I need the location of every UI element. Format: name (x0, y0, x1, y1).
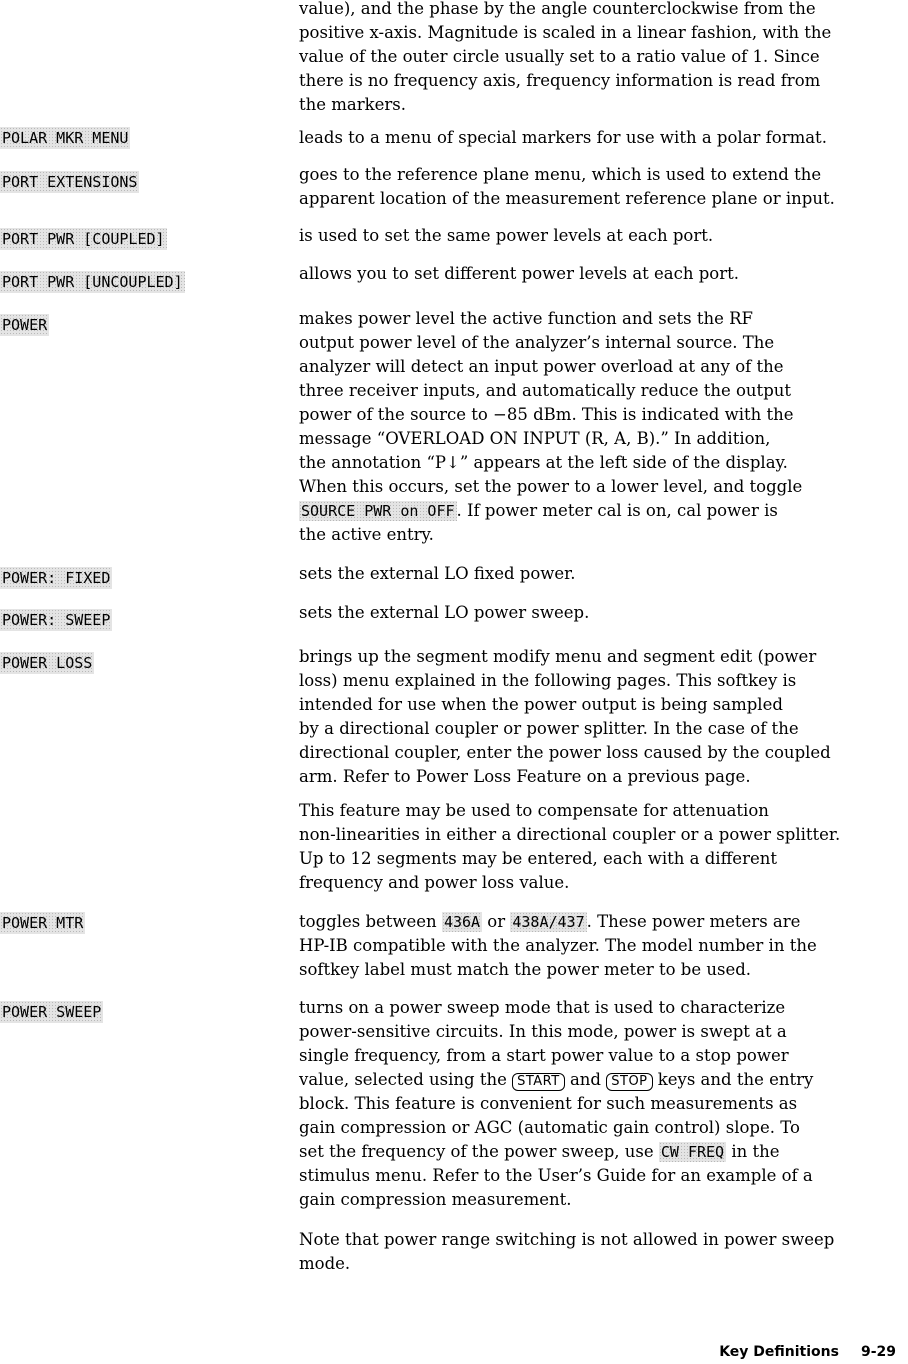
inline-softkey-source-pwr: SOURCE PWR on OFF (301, 502, 455, 520)
page-footer (719, 1342, 896, 1362)
power-loss-description: brings up the segment modify menu and segment edit (power loss) menu explained in the following pages. This softkey is intended for use when the power output is being sampled by a directional coupler or power splitter. In the case of the directional coupler, enter the power loss caused by the coupled arm. Refer to Power Loss Feature on a previous page. (299, 647, 831, 786)
power-mtr-description: toggles between 436A or 438A/437 . These power meters are HP-IB compatible with the analyzer. The model number in the softkey label must match the power meter to be used. (299, 912, 817, 979)
port-pwr-coupled-description: is used to set the same power levels at each port. (299, 226, 714, 245)
softkey-port-pwr-uncoupled: PORT PWR [UNCOUPLED] (2, 273, 183, 291)
power-description: makes power level the active function and sets the RF output power level of the analyzer’s internal source. The analyzer will detect an input power overload at any of the three receiver inputs, and automatically reduce the output power of the source to −85 dBm. This is indicated with the message “OVERLOAD ON INPUT (R, A, B).” In addition, the annotation “P↓” appears at the left side of the display. When this occurs, set the power to a lower level, and toggle SOURCE PWR on OFF . If power meter cal is on, cal power is the active entry. (299, 309, 803, 544)
softkey-power-fixed: POWER: FIXED (2, 569, 111, 587)
inline-softkey-cw-freq: CW FREQ (660, 1143, 725, 1161)
softkey-polar-mkr-menu: POLAR MKR MENU (2, 129, 129, 147)
footer-section-title: Key Definitions (719, 1344, 839, 1360)
inline-softkey-438a-437: 438A/437 (512, 913, 585, 931)
footer-page-number: 9-29 (860, 1344, 896, 1360)
power-loss-description-2: This feature may be used to compensate for attenuation non-linearities in either a directional coupler or a power splitter. Up to 12 segments may be entered, each with a different frequency and power loss value. (299, 801, 841, 892)
port-pwr-uncoupled-description: allows you to set different power levels at each port. (299, 264, 740, 283)
power-sweep-description: turns on a power sweep mode that is used to characterize power-sensitive circuits. In this mode, power is swept at a single frequency, from a start power value to a stop power value, selected using the START and STOP keys and the entry block. This feature is convenient for such measurements as gain compression or AGC (automatic gain control) slope. To set the frequency of the power sweep, use CW FREQ in the stimulus menu. Refer to the User’s Guide for an example of a gain compression measurement. (299, 998, 814, 1209)
softkey-power-loss: POWER LOSS (2, 654, 93, 672)
softkey-port-pwr-coupled: PORT PWR [COUPLED] (2, 230, 165, 248)
inline-softkey-436a: 436A (443, 913, 481, 931)
hardkey-start: START (512, 1073, 565, 1091)
power-fixed-description: sets the external LO fixed power. (299, 564, 576, 583)
intro-paragraph: value), and the phase by the angle counterclockwise from the positive x-axis. Magnitude is scaled in a linear fashion, with the value of the outer circle usually set to a ratio value of 1. Since there is no frequency axis, frequency information is read from the markers. (299, 0, 832, 114)
power-sweep-lo-description: sets the external LO power sweep. (299, 603, 590, 622)
port-extensions-description: goes to the reference plane menu, which is used to extend the apparent location of the measurement reference plane or input. (299, 165, 835, 208)
hardkey-stop: STOP (606, 1073, 652, 1091)
softkey-power: POWER (2, 316, 48, 334)
softkey-port-extensions: PORT EXTENSIONS (2, 173, 138, 191)
softkey-power-sweep: POWER SWEEP (2, 1003, 102, 1021)
softkey-power-mtr: POWER MTR (2, 914, 84, 932)
power-sweep-note: Note that power range switching is not allowed in power sweep mode. (299, 1230, 835, 1273)
softkey-power-sweep-lo: POWER: SWEEP (2, 611, 111, 629)
polar-mkr-menu-description: leads to a menu of special markers for use with a polar format. (299, 128, 827, 147)
